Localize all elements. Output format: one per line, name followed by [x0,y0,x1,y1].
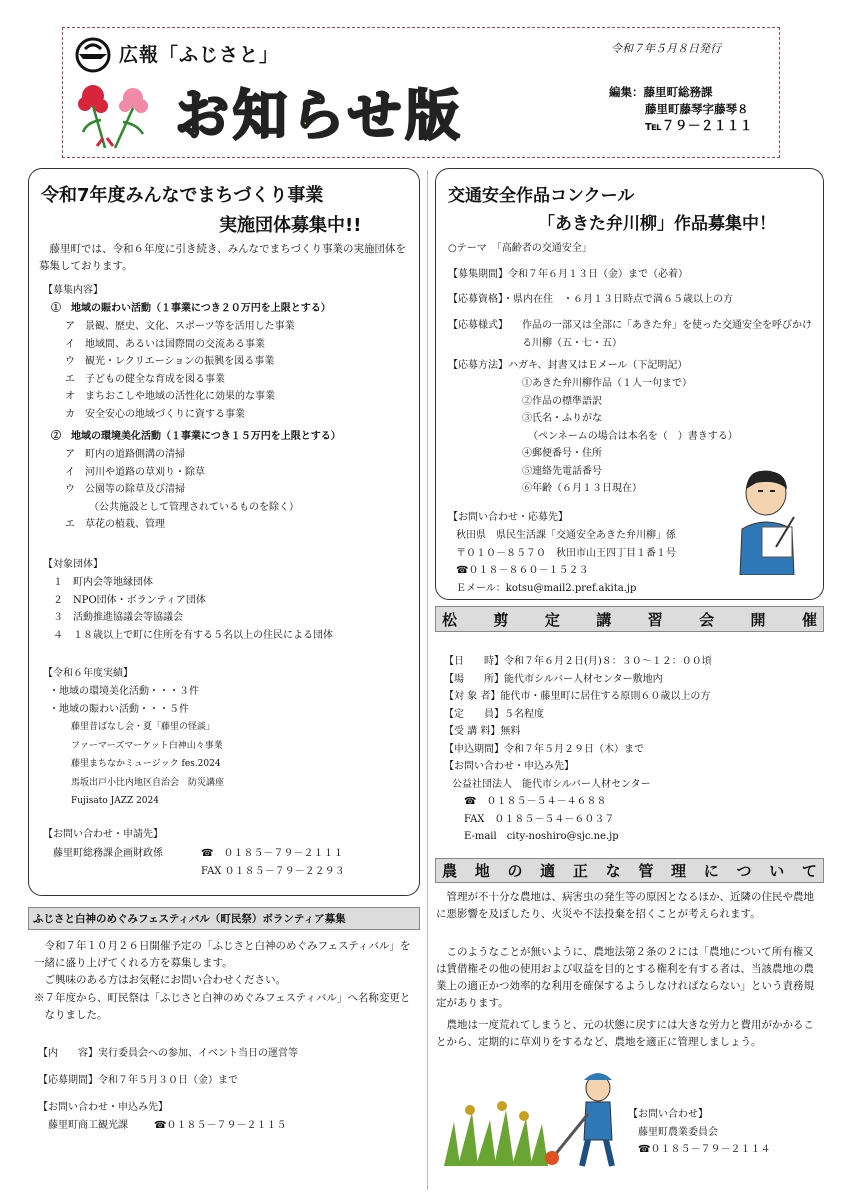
writer-person-icon [732,467,802,575]
machizukuri-section [28,168,420,896]
list-item: 藤里昔ばなし会・夏「藤里の怪談」 [71,722,216,732]
pruning-row [444,741,712,759]
volunteer-note: ※７年度から、町民祭は「ふじさと白神のめぐみフェスティバル」へ名称変更となりました。 [34,992,411,1021]
item2-list [65,446,299,534]
list-item: ②作品の標準語訳 [522,395,602,407]
list-item: ⑤連絡先電話番号 [522,465,602,477]
editor-label: 編集：藤里町総務課 [609,85,713,99]
results-label: 【令和６年度実績】 [43,668,133,679]
farmland-para3: 農地は一度荒れてしまうと、元の状態に戻すには大きな労力と費用がかかることから、定期的に草刈りをするなど、農地を適正に管理しましょう。 [436,1019,814,1048]
machizukuri-contact-label: 【お問い合わせ・申請先】 [43,829,163,840]
senryu-contact-label: 【お問い合わせ・応募先】 [448,512,568,523]
column-divider [427,170,428,1190]
senryu-title-line2: 「あきた弁川柳」作品募集中！ [538,214,776,234]
list-item: １ 町内会等地縁団体 [53,577,153,588]
list-item: オ まちおこしや地域の活性化に効果的な事業 [65,391,275,402]
senryu-method-list [522,375,738,498]
list-item: 藤里まちなかミュージック fes.2024 [71,759,221,769]
volunteer-content-label: 【内 容】 [38,1048,98,1059]
senryu-section [435,168,824,600]
volunteer-period-label: 【応募期間】 [38,1075,98,1086]
list-item: イ 河川や道路の草刈り・除草 [65,466,205,478]
machizukuri-contact-office: 藤里町総務課企画財政係 [53,848,163,859]
list-item: ２ NPO団体・ボランティア団体 [53,594,206,606]
title-char: つ [736,862,752,880]
masthead [62,27,780,158]
item1-heading: ① 地域の賑わい活動（１事業につき２０万円を上限とする） [51,303,331,314]
pruning-contact-label: 【お問い合わせ・申込み先】 [444,761,574,772]
list-item: ・地域の賑わい活動・・・５件 [49,703,189,715]
row-value: 能代市・藤里町に居住する原則６０歳以上の方 [500,691,711,702]
list-item: ４ １８歳以上で町に住所を有する５名以上の住民による団体 [53,629,333,641]
volunteer-contact-tel: ☎０１８５－７９－２１１５ [154,1120,287,1131]
list-item: ア 景観、歴史、文化、スポーツ等を活用した事業 [65,321,295,332]
brand-name: 広報「ふじさと」 [119,44,280,66]
machizukuri-title-line2: 実施団体募集中!! [219,215,362,236]
row-label: 【対 象 者】 [444,691,501,702]
title-char: 正 [572,862,588,880]
volunteer-contact-label: 【お問い合わせ・申込み先】 [38,1102,168,1113]
pruning-row [444,653,712,671]
target-label: 【対象団体】 [43,559,103,570]
title-char: 会 [699,610,715,629]
content-label: 【募集内容】 [43,285,103,296]
volunteer-period-row [38,1072,238,1090]
volunteer-content-value: 実行委員会への参加、イベント当日の運営等 [98,1048,298,1059]
row-value: 令和７年６月２日(月)８：３０～１２：００頃 [504,656,712,667]
farmland-contact-tel: ☎０１８５－７９－２１１４ [638,1144,771,1155]
list-item: ウ 観光・レクリエーションの振興を図る事業 [65,356,275,367]
list-item: エ 子どもの健全な育成を図る事業 [65,373,225,385]
list-item: ③氏名・ふりがな [522,413,602,424]
row-label: 【申込期間】 [444,743,504,755]
title-char: な [605,862,621,880]
pruning-contact-fax: FAX ０１８５－５４－６０３７ [464,813,615,825]
machizukuri-title-line1: 令和7年度みんなでまちづくり事業 [41,185,324,206]
senryu-contact-org: 秋田県 県民生活課「交通安全あきた弁川柳」係 [456,530,676,541]
title-char: 適 [540,862,556,880]
list-item: ④郵便番号・住所 [522,448,602,459]
pruning-row [444,706,712,724]
editor-tel: ℡７９－２１１１ [645,119,753,134]
senryu-format-label: 【応募様式】 [448,320,508,331]
title-char: 剪 [493,610,509,629]
title-char: 開 [750,610,766,629]
senryu-format-value: 作品の一部又は全部に「あきた弁」を使った交通安全を呼びかける川柳（五・七・五） [522,320,812,349]
senryu-period: 【募集期間】令和７年６月１３日（金）まで（必着） [448,269,688,280]
volunteer-content-row [38,1045,298,1063]
title-char: て [801,862,817,880]
title-char: 地 [474,862,490,880]
title-char: い [769,862,785,880]
pruning-row [444,688,712,706]
editor-info [609,84,753,135]
row-label: 【受 講 料】 [444,726,501,737]
list-item: ⑥年齢（６月１３日現在） [522,483,642,494]
volunteer-title-bar [28,907,420,930]
title-char: に [703,862,719,880]
pruning-contact-tel: ☎ ０１８５－５４－４６８８ [464,796,607,807]
volunteer-contact-office: 藤里町商工観光課 [48,1120,128,1131]
issue-date: 令和７年５月８日発行 [611,42,721,55]
list-item: ウ 公園等の除草及び清掃 [65,484,185,495]
list-item: エ 草花の植栽、管理 [65,519,165,530]
item2-heading: ② 地域の環境美化活動（１事業につき１５万円を上限とする） [51,431,341,442]
title-char: 催 [801,610,817,629]
row-value: 能代市シルバー人材センター敷地内 [504,673,663,685]
pruning-row [444,723,712,741]
list-item: （ペンネームの場合は本名を（ ）書きする） [528,430,738,442]
title-char: 習 [647,610,663,629]
volunteer-body2: ご興味のある方はお気軽にお問い合わせください。 [44,974,286,986]
volunteer-period-value: 令和７年５月３０日（金）まで [98,1075,238,1086]
grass-cutting-icon [440,1062,620,1172]
senryu-method: 【応募方法】ハガキ、封書又はＥメール（下記明記） [448,360,688,371]
senryu-contact [456,527,676,597]
results-sub-list [71,718,224,811]
senryu-theme: ○テーマ 「高齢者の交通安全」 [448,243,592,254]
title-char: 管 [638,862,654,880]
row-value: 令和７年５月２９日（木）まで [504,743,644,755]
target-list [53,574,333,644]
pruning-rows [444,653,712,846]
senryu-contact-email: Ｅメール：kotsu@mail2.pref.akita.jp [456,582,637,594]
row-value: ５名程度 [504,708,544,720]
senryu-contact-tel: ☎０１８－８６０－１５２３ [456,565,589,576]
farmland-para2: このようなことが無いように、農地法第２条の２には「農地について所有権又は賃借権その他の使用および収益を目的とする権利を有する者は、当該農地の農業上の適正かつ効率的な利用を確保するようしなければならない」という責務規定があります。 [436,946,814,1009]
pruning-title-bar [435,606,824,632]
title-char: 理 [671,862,687,880]
results-list [49,683,199,718]
list-item: （公共施設として管理されているものを除く） [89,501,299,513]
list-item: ①あきた弁川柳作品（１人一句まで） [522,378,692,389]
editor-address: 藤里町藤琴字藤琴８ [645,102,749,116]
farmland-contact-label: 【お問い合わせ】 [628,1109,708,1120]
carnation-flowers-icon [71,80,163,152]
list-item: カ 安全安心の地域づくりに資する事業 [65,408,245,420]
farmland-contact-office: 藤里町農業委員会 [638,1126,718,1138]
pruning-contact-email: E-mail city-noshiro@sjc.ne.jp [464,831,619,842]
pruning-contact-org: 公益社団法人 能代市シルバー人材センター [452,778,651,790]
senryu-contact-address: 〒０１０－８５７０ 秋田市山王四丁目１番１号 [456,547,676,559]
item1-list [65,318,295,423]
farmland-contact [628,1106,770,1159]
list-item: イ 地域間、あるいは国際間の交流ある事業 [65,338,265,350]
machizukuri-contact-fax: FAX ０１８５－７９－２２９３ [201,866,345,877]
title-char: の [507,862,523,880]
list-item: ３ 活動推進協議会等協議会 [53,612,183,623]
list-item: ・地域の環境美化活動・・・３件 [49,686,199,697]
town-logo-icon [75,37,111,73]
machizukuri-contact-tel: ☎ ０１８５－７９－２１１１ [201,848,344,859]
list-item: Fujisato JAZZ 2024 [71,796,159,806]
title-char: 定 [544,610,560,629]
machizukuri-intro: 藤里町では、令和６年度に引き続き、みんなでまちづくり事業の実施団体を募集しております。 [39,243,406,272]
row-label: 【場 所】 [444,673,504,685]
list-item: 馬坂出戸小比内地区自治会 防災講座 [71,777,225,788]
farmland-title-bar [435,858,824,883]
list-item: ア 町内の道路側溝の清掃 [65,449,185,460]
pruning-row [444,671,712,689]
title-char: 講 [596,610,612,629]
farmland-para1: 管理が不十分な農地は、病害虫の発生等の原因となるほか、近隣の住民や農地に悪影響を及ぼしたり、火災や不法投棄を招くことが考えられます。 [436,891,814,920]
row-value: 無料 [500,726,521,737]
row-label: 【定 員】 [444,708,504,720]
volunteer-title: ふじさと白神のめぐみフェスティバル（町民祭）ボランティア募集 [33,913,346,925]
title-char: 農 [442,862,458,880]
senryu-qualification: 【応募資格】・県内在住 ・６月１３日時点で満６５歳以上の方 [448,294,733,305]
senryu-title-line1: 交通安全作品コンクール [448,186,635,206]
row-label: 【日 時】 [444,656,504,667]
title-char: 松 [442,610,458,629]
volunteer-body1: 令和７年１０月２６日開催予定の「ふじさと白神のめぐみフェスティバル」を一緒に盛り上げてくれる方を募集します。 [34,940,411,969]
list-item: ファーマーズマーケット白神山々事業 [71,740,223,751]
masthead-title: お知らせ版 [175,84,464,147]
